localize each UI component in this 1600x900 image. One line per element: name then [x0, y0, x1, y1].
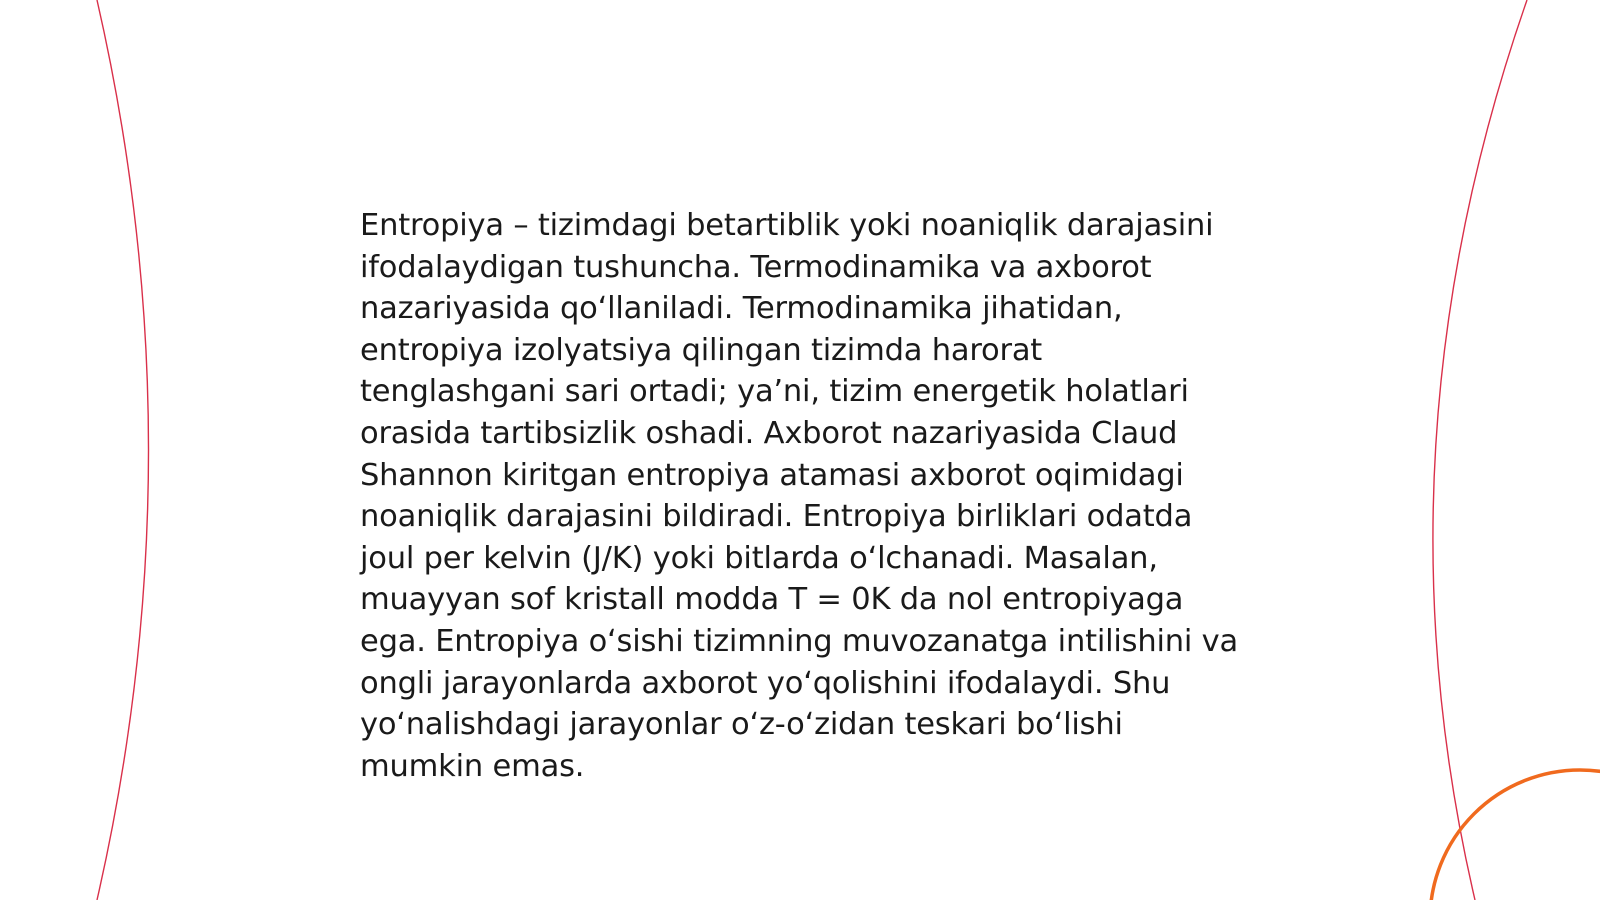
body-paragraph: Entropiya – tizimdagi betartiblik yoki noaniqlik darajasini ifodalaydigan tushuncha. Termodinamika va axborot nazariyasida qo‘llaniladi. Termodinamika jihatidan, entropiya izolyatsiya qilingan tizimda harorat tenglashgani sari ortadi; ya’ni, tizim energetik holatlari orasida tartibsizlik oshadi. Axborot nazariyasida Claud Shannon kiritgan entropiya atamasi axborot oqimidagi noaniqlik darajasini bildiradi. Entropiya birliklari odatda joul per kelvin (J/K) yoki bitlarda o‘lchanadi. Masalan, muayyan sof kristall modda T = 0K da nol entropiyaga ega. Entropiya o‘sishi tizimning muvozanatga intilishini va ongli jarayonlarda axborot yo‘qolishini ifodalaydi. Shu yo‘nalishdagi jarayonlar o‘z-o‘zidan teskari bo‘lishi mumkin emas. — [360, 208, 1238, 784]
left-arc-line — [97, 0, 149, 900]
orange-ring — [1430, 770, 1600, 900]
right-arc-line — [1433, 0, 1527, 900]
